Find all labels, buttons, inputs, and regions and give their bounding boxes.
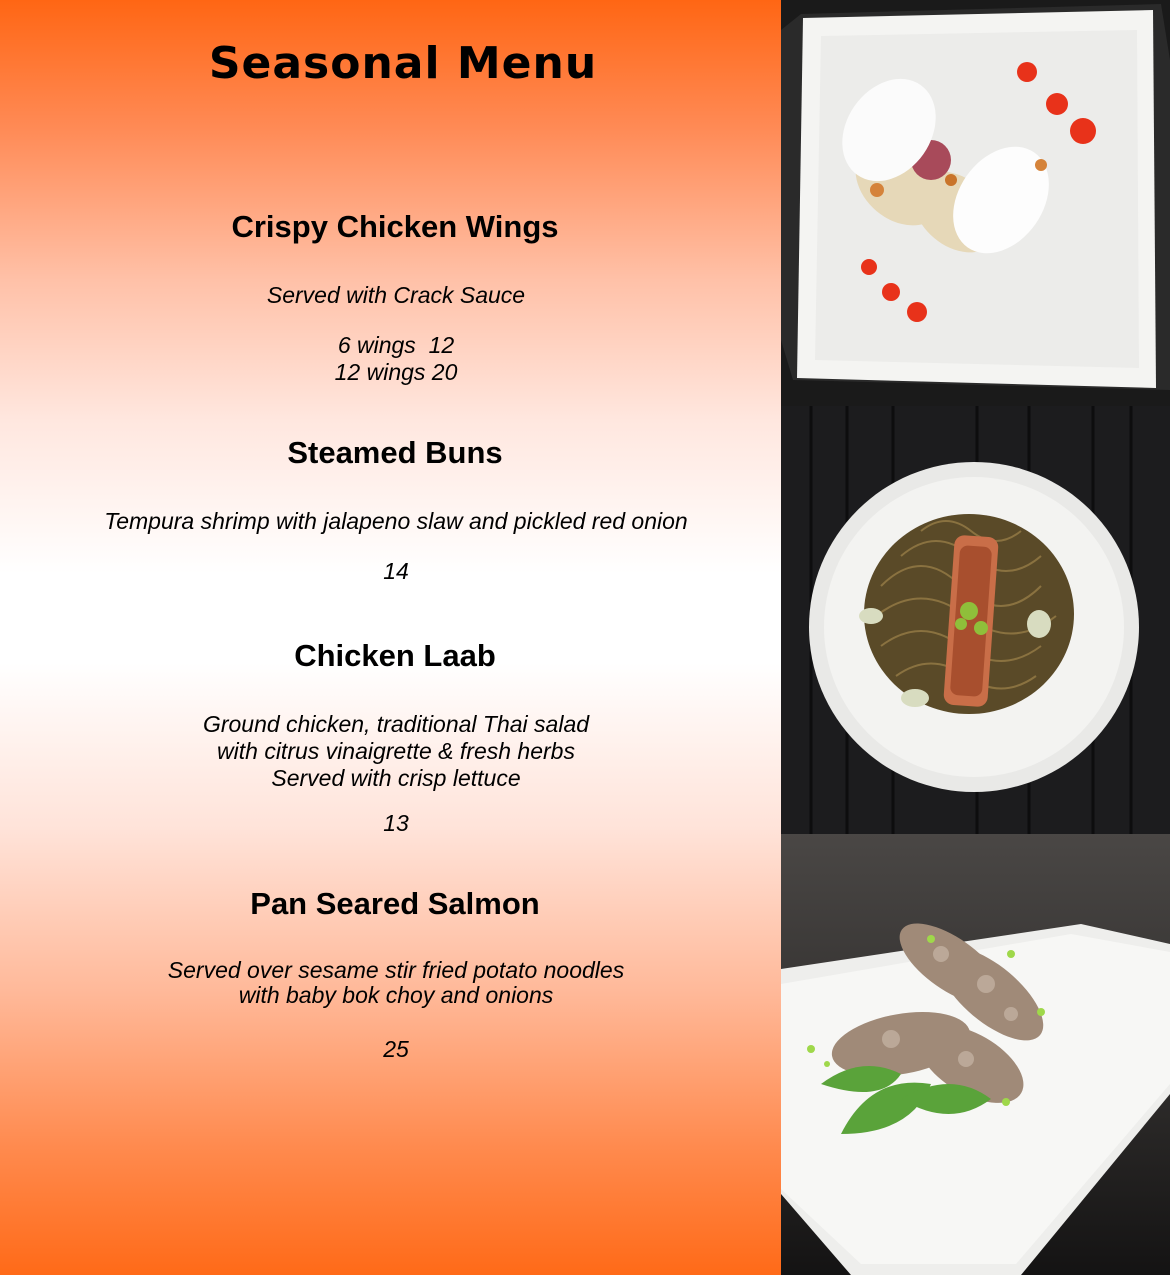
chicken-wings-photo	[781, 834, 1170, 1275]
dish-description: Served with Crack Sauce	[266, 282, 526, 308]
dish-description: Served over sesame stir fried potato noodles	[167, 957, 625, 983]
menu-title: Seasonal Menu	[208, 38, 598, 89]
dish-name-steamed-buns: Steamed Buns	[287, 435, 503, 470]
dish-price: 25	[383, 1036, 409, 1062]
dish-name-crispy-chicken-wings: Crispy Chicken Wings	[231, 209, 559, 244]
dish-name-chicken-laab: Chicken Laab	[294, 638, 496, 673]
dish-price: 6 wings 12	[337, 332, 455, 358]
dish-price: 14	[383, 558, 409, 584]
dish-description: Ground chicken, traditional Thai salad	[202, 711, 590, 737]
dish-price: 12 wings 20	[334, 359, 458, 385]
dish-description: Tempura shrimp with jalapeno slaw and pickled red onion	[104, 508, 688, 534]
dish-name-pan-seared-salmon: Pan Seared Salmon	[250, 886, 540, 921]
dish-description: with baby bok choy and onions	[238, 982, 554, 1008]
salmon-noodles-photo	[781, 406, 1170, 834]
dish-description: Served with crisp lettuce	[271, 765, 521, 791]
steamed-buns-photo	[781, 0, 1170, 406]
dish-price: 13	[383, 810, 409, 836]
dish-description: with citrus vinaigrette & fresh herbs	[217, 738, 575, 764]
